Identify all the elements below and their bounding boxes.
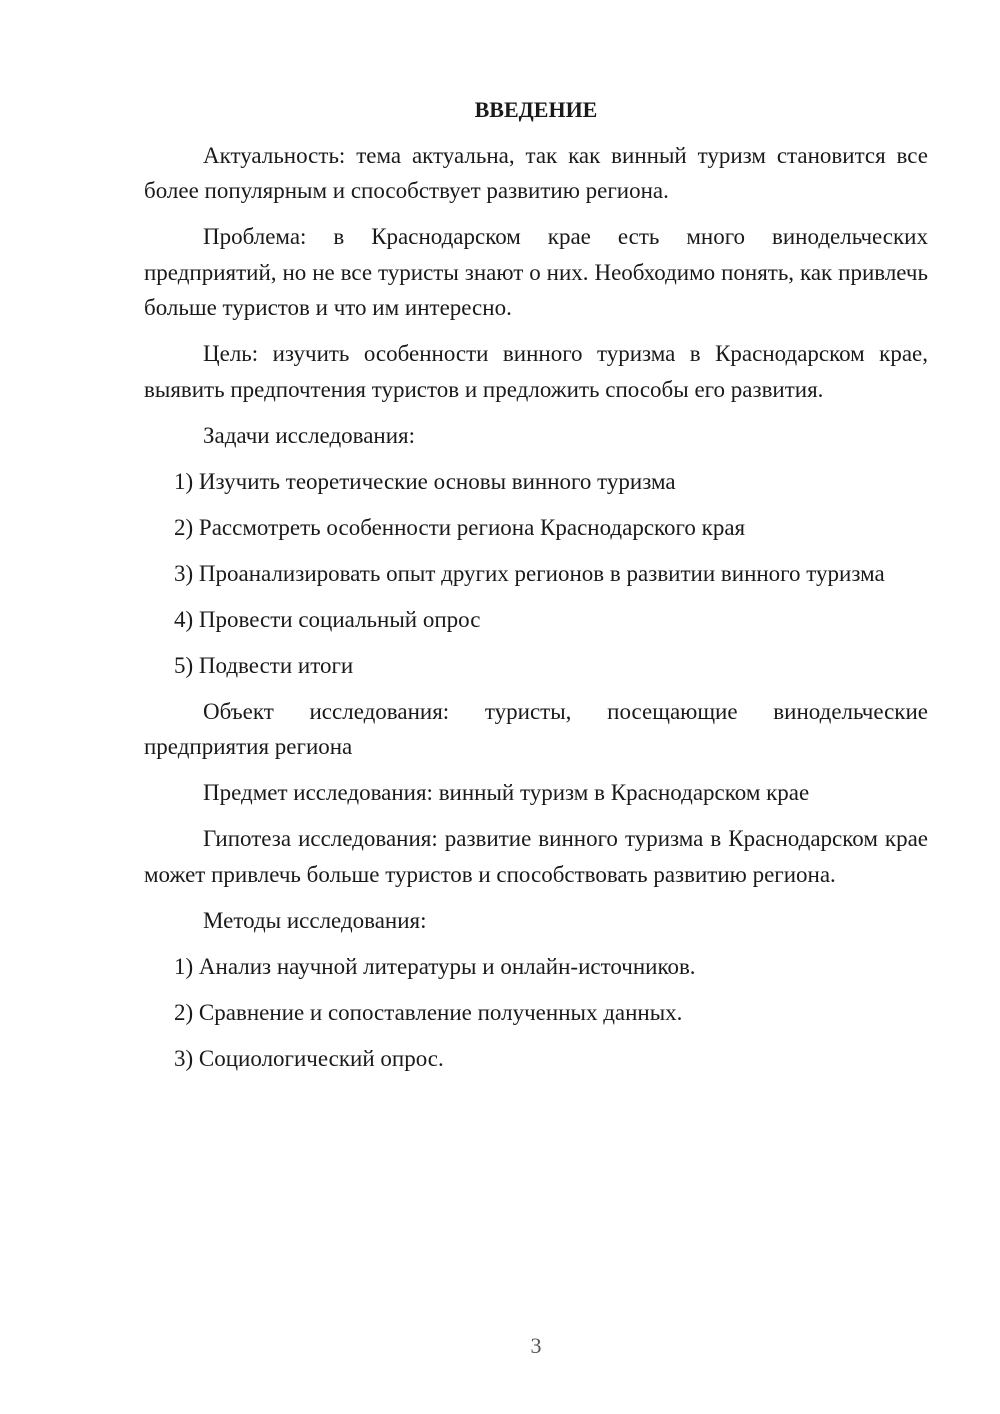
relevance-paragraph: Актуальность: тема актуальна, так как винный туризм становится все более популярным и способствует развитию региона. bbox=[144, 142, 928, 203]
hypothesis-paragraph: Гипотеза исследования: развитие винного туризма в Краснодарском крае может привлечь больше туристов и способствовать развитию региона. bbox=[144, 826, 928, 887]
task-item: 2) Рассмотреть особенности региона Краснодарского края bbox=[174, 514, 746, 540]
goal-paragraph: Цель: изучить особенности винного туризма в Краснодарском крае, выявить предпочтения туристов и предложить способы его развития. bbox=[144, 341, 928, 402]
method-item: 3) Социологический опрос. bbox=[174, 1045, 444, 1071]
task-item: 1) Изучить теоретические основы винного туризма bbox=[174, 468, 676, 494]
section-title: ВВЕДЕНИЕ bbox=[474, 97, 598, 122]
subject-paragraph: Предмет исследования: винный туризм в Краснодарском крае bbox=[203, 780, 810, 805]
page-number: 3 bbox=[530, 1333, 542, 1358]
object-paragraph: Объект исследования: туристы, посещающие винодельческие предприятия региона bbox=[144, 698, 928, 759]
problem-paragraph: Проблема: в Краснодарском крае есть много винодельческих предприятий, но не все туристы знают о них. Необходимо понять, как привлечь больше туристов и что им интересно. bbox=[144, 224, 928, 320]
method-item: 1) Анализ научной литературы и онлайн-источников. bbox=[174, 953, 696, 979]
task-item: 3) Проанализировать опыт других регионов в развитии винного туризма bbox=[174, 560, 885, 586]
methods-heading: Методы исследования: bbox=[203, 907, 427, 933]
task-item: 5) Подвести итоги bbox=[174, 652, 354, 678]
tasks-heading: Задачи исследования: bbox=[203, 422, 416, 448]
task-item: 4) Провести социальный опрос bbox=[174, 606, 481, 632]
document-body bbox=[144, 92, 928, 1087]
method-item: 2) Сравнение и сопоставление полученных данных. bbox=[174, 999, 683, 1025]
